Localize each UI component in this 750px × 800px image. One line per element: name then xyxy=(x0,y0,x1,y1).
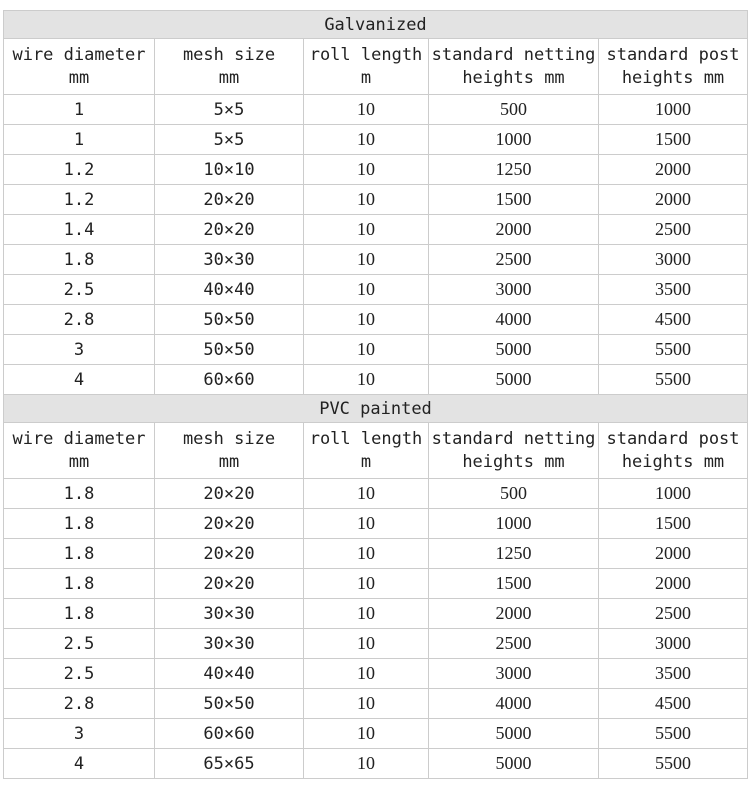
roll-length-cell: 10 xyxy=(304,749,429,779)
post-height-cell: 2000 xyxy=(599,539,748,569)
netting-height-cell: 1500 xyxy=(429,185,599,215)
column-header-netting-height xyxy=(429,39,599,95)
post-height-cell: 4500 xyxy=(599,305,748,335)
section-title: Galvanized xyxy=(4,11,748,39)
wire-diameter-cell: 2.8 xyxy=(4,689,155,719)
wire-diameter-cell: 1.8 xyxy=(4,479,155,509)
table-row xyxy=(4,539,748,569)
column-header-post-height xyxy=(599,423,748,479)
post-height-cell: 1000 xyxy=(599,479,748,509)
table-row xyxy=(4,95,748,125)
post-height-cell: 2000 xyxy=(599,569,748,599)
roll-length-cell: 10 xyxy=(304,539,429,569)
table-row xyxy=(4,185,748,215)
netting-height-cell: 4000 xyxy=(429,689,599,719)
netting-height-cell: 3000 xyxy=(429,659,599,689)
column-header-line: standard post xyxy=(606,44,740,65)
netting-height-cell: 1250 xyxy=(429,155,599,185)
netting-height-cell: 1000 xyxy=(429,509,599,539)
table-row xyxy=(4,659,748,689)
column-header-line: wire diameter xyxy=(12,44,146,65)
column-header-wire-diameter xyxy=(4,39,155,95)
column-header-line: heights mm xyxy=(462,451,565,472)
wire-diameter-cell: 2.5 xyxy=(4,275,155,305)
wire-diameter-cell: 1.2 xyxy=(4,155,155,185)
netting-height-cell: 1500 xyxy=(429,569,599,599)
section-title-row xyxy=(4,395,748,423)
mesh-size-cell: 50×50 xyxy=(155,305,304,335)
column-header-row xyxy=(4,39,748,95)
column-header-netting-height xyxy=(429,423,599,479)
post-height-cell: 2000 xyxy=(599,155,748,185)
column-header-line: heights mm xyxy=(621,67,725,88)
table-row xyxy=(4,479,748,509)
column-header-line: mm xyxy=(68,67,90,88)
roll-length-cell: 10 xyxy=(304,275,429,305)
wire-diameter-cell: 2.5 xyxy=(4,659,155,689)
wire-diameter-cell: 1 xyxy=(4,125,155,155)
wire-diameter-cell: 3 xyxy=(4,719,155,749)
column-header-line: mm xyxy=(218,451,240,472)
column-header-line: standard netting xyxy=(431,428,596,449)
post-height-cell: 2000 xyxy=(599,185,748,215)
column-header-row xyxy=(4,423,748,479)
roll-length-cell: 10 xyxy=(304,629,429,659)
column-header-line: m xyxy=(360,67,372,88)
netting-height-cell: 5000 xyxy=(429,749,599,779)
roll-length-cell: 10 xyxy=(304,185,429,215)
table-row xyxy=(4,749,748,779)
mesh-size-cell: 20×20 xyxy=(155,509,304,539)
post-height-cell: 5500 xyxy=(599,365,748,395)
section-title-row xyxy=(4,11,748,39)
table-row xyxy=(4,245,748,275)
netting-height-cell: 5000 xyxy=(429,335,599,365)
roll-length-cell: 10 xyxy=(304,689,429,719)
roll-length-cell: 10 xyxy=(304,155,429,185)
netting-height-cell: 2000 xyxy=(429,215,599,245)
table-row xyxy=(4,689,748,719)
column-header-line: standard netting xyxy=(431,44,596,65)
netting-height-cell: 500 xyxy=(429,479,599,509)
wire-diameter-cell: 1.8 xyxy=(4,539,155,569)
column-header-mesh-size xyxy=(155,39,304,95)
netting-height-cell: 4000 xyxy=(429,305,599,335)
mesh-size-cell: 40×40 xyxy=(155,275,304,305)
table-row xyxy=(4,125,748,155)
mesh-size-cell: 10×10 xyxy=(155,155,304,185)
mesh-size-cell: 50×50 xyxy=(155,689,304,719)
column-header-line: mm xyxy=(68,451,90,472)
table-row xyxy=(4,719,748,749)
mesh-size-cell: 20×20 xyxy=(155,569,304,599)
column-header-line: mesh size xyxy=(182,428,276,449)
mesh-size-cell: 5×5 xyxy=(155,95,304,125)
mesh-size-cell: 20×20 xyxy=(155,215,304,245)
roll-length-cell: 10 xyxy=(304,335,429,365)
post-height-cell: 2500 xyxy=(599,599,748,629)
mesh-size-cell: 50×50 xyxy=(155,335,304,365)
roll-length-cell: 10 xyxy=(304,215,429,245)
roll-length-cell: 10 xyxy=(304,659,429,689)
roll-length-cell: 10 xyxy=(304,599,429,629)
table-row xyxy=(4,305,748,335)
wire-diameter-cell: 2.8 xyxy=(4,305,155,335)
mesh-size-cell: 30×30 xyxy=(155,245,304,275)
post-height-cell: 4500 xyxy=(599,689,748,719)
table-row xyxy=(4,629,748,659)
mesh-size-cell: 60×60 xyxy=(155,719,304,749)
column-header-line: mm xyxy=(218,67,240,88)
roll-length-cell: 10 xyxy=(304,245,429,275)
wire-diameter-cell: 3 xyxy=(4,335,155,365)
wire-diameter-cell: 1.8 xyxy=(4,599,155,629)
column-header-wire-diameter xyxy=(4,423,155,479)
post-height-cell: 3500 xyxy=(599,275,748,305)
post-height-cell: 3000 xyxy=(599,629,748,659)
netting-height-cell: 500 xyxy=(429,95,599,125)
mesh-size-cell: 40×40 xyxy=(155,659,304,689)
netting-height-cell: 5000 xyxy=(429,365,599,395)
table-row xyxy=(4,215,748,245)
mesh-size-cell: 5×5 xyxy=(155,125,304,155)
netting-height-cell: 2500 xyxy=(429,245,599,275)
column-header-roll-length xyxy=(304,39,429,95)
post-height-cell: 5500 xyxy=(599,335,748,365)
table-row xyxy=(4,365,748,395)
wire-diameter-cell: 1.8 xyxy=(4,509,155,539)
post-height-cell: 5500 xyxy=(599,719,748,749)
mesh-size-cell: 20×20 xyxy=(155,539,304,569)
specification-table-body xyxy=(4,11,748,779)
table-row xyxy=(4,155,748,185)
post-height-cell: 2500 xyxy=(599,215,748,245)
wire-diameter-cell: 1.8 xyxy=(4,245,155,275)
roll-length-cell: 10 xyxy=(304,125,429,155)
column-header-line: roll length xyxy=(309,44,423,65)
specification-table xyxy=(3,10,748,779)
post-height-cell: 3500 xyxy=(599,659,748,689)
post-height-cell: 1500 xyxy=(599,509,748,539)
column-header-line: roll length xyxy=(309,428,423,449)
roll-length-cell: 10 xyxy=(304,569,429,599)
mesh-size-cell: 20×20 xyxy=(155,185,304,215)
table-row xyxy=(4,599,748,629)
column-header-post-height xyxy=(599,39,748,95)
table-row xyxy=(4,569,748,599)
mesh-size-cell: 65×65 xyxy=(155,749,304,779)
netting-height-cell: 2000 xyxy=(429,599,599,629)
table-row xyxy=(4,335,748,365)
roll-length-cell: 10 xyxy=(304,719,429,749)
roll-length-cell: 10 xyxy=(304,479,429,509)
roll-length-cell: 10 xyxy=(304,305,429,335)
column-header-line: heights mm xyxy=(462,67,565,88)
mesh-size-cell: 30×30 xyxy=(155,629,304,659)
roll-length-cell: 10 xyxy=(304,95,429,125)
mesh-size-cell: 20×20 xyxy=(155,479,304,509)
netting-height-cell: 5000 xyxy=(429,719,599,749)
column-header-line: m xyxy=(360,451,372,472)
table-row xyxy=(4,509,748,539)
wire-diameter-cell: 1.2 xyxy=(4,185,155,215)
netting-height-cell: 1000 xyxy=(429,125,599,155)
wire-diameter-cell: 4 xyxy=(4,749,155,779)
netting-height-cell: 3000 xyxy=(429,275,599,305)
post-height-cell: 1000 xyxy=(599,95,748,125)
wire-diameter-cell: 1 xyxy=(4,95,155,125)
column-header-mesh-size xyxy=(155,423,304,479)
column-header-line: mesh size xyxy=(182,44,276,65)
column-header-line: standard post xyxy=(606,428,740,449)
netting-height-cell: 1250 xyxy=(429,539,599,569)
table-row xyxy=(4,275,748,305)
column-header-line: wire diameter xyxy=(12,428,146,449)
post-height-cell: 1500 xyxy=(599,125,748,155)
post-height-cell: 3000 xyxy=(599,245,748,275)
column-header-roll-length xyxy=(304,423,429,479)
wire-diameter-cell: 4 xyxy=(4,365,155,395)
mesh-size-cell: 60×60 xyxy=(155,365,304,395)
roll-length-cell: 10 xyxy=(304,509,429,539)
post-height-cell: 5500 xyxy=(599,749,748,779)
wire-diameter-cell: 2.5 xyxy=(4,629,155,659)
mesh-size-cell: 30×30 xyxy=(155,599,304,629)
roll-length-cell: 10 xyxy=(304,365,429,395)
wire-diameter-cell: 1.8 xyxy=(4,569,155,599)
column-header-line: heights mm xyxy=(621,451,725,472)
netting-height-cell: 2500 xyxy=(429,629,599,659)
section-title: PVC painted xyxy=(4,395,748,423)
wire-diameter-cell: 1.4 xyxy=(4,215,155,245)
